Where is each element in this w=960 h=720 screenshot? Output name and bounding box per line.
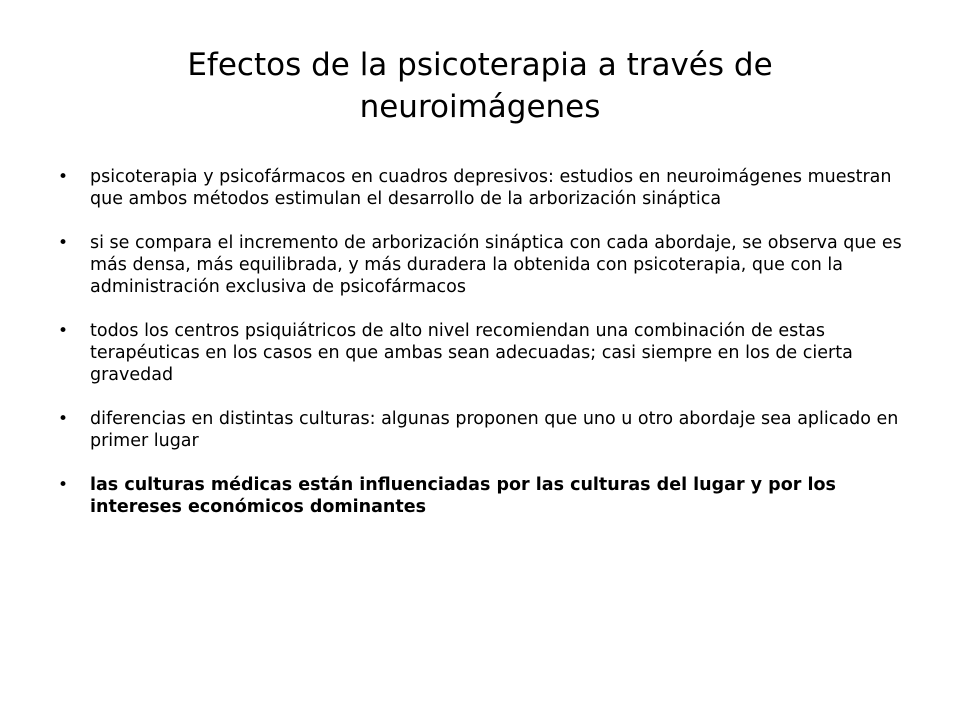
bullet-point-icon: • — [58, 321, 69, 341]
bullet-text: todos los centros psiquiátricos de alto nivel recomiendan una combinación de estas terapéuticas en los casos en que ambas sean adecuadas; casi siempre en los de cierta gravedad — [90, 321, 853, 385]
bullet-point-icon: • — [58, 167, 69, 187]
bullet-list — [58, 166, 918, 540]
bullet-point-icon: • — [58, 409, 69, 429]
bullet-text: diferencias en distintas culturas: algunas proponen que uno u otro abordaje sea aplicado en primer lugar — [90, 409, 899, 451]
slide-title: Efectos de la psicoterapia a través de neuroimágenes — [187, 47, 773, 125]
bullet-text: las culturas médicas están influenciadas por las culturas del lugar y por los intereses económicos dominantes — [90, 475, 836, 517]
bullet-text: psicoterapia y psicofármacos en cuadros depresivos: estudios en neuroimágenes muestran que ambos métodos estimulan el desarrollo de la arborización sináptica — [90, 167, 892, 209]
bullet-point-icon: • — [58, 233, 69, 253]
bullet-item-emphasized — [58, 474, 918, 518]
bullet-item — [58, 166, 918, 210]
bullet-item — [58, 232, 918, 298]
bullet-item — [58, 320, 918, 386]
bullet-point-icon: • — [58, 475, 69, 495]
bullet-item — [58, 408, 918, 452]
bullet-text: si se compara el incremento de arborización sináptica con cada abordaje, se observa que es más densa, más equilibrada, y más duradera la obtenida con psicoterapia, que con la administración exclusiva de psicofármacos — [90, 233, 902, 297]
